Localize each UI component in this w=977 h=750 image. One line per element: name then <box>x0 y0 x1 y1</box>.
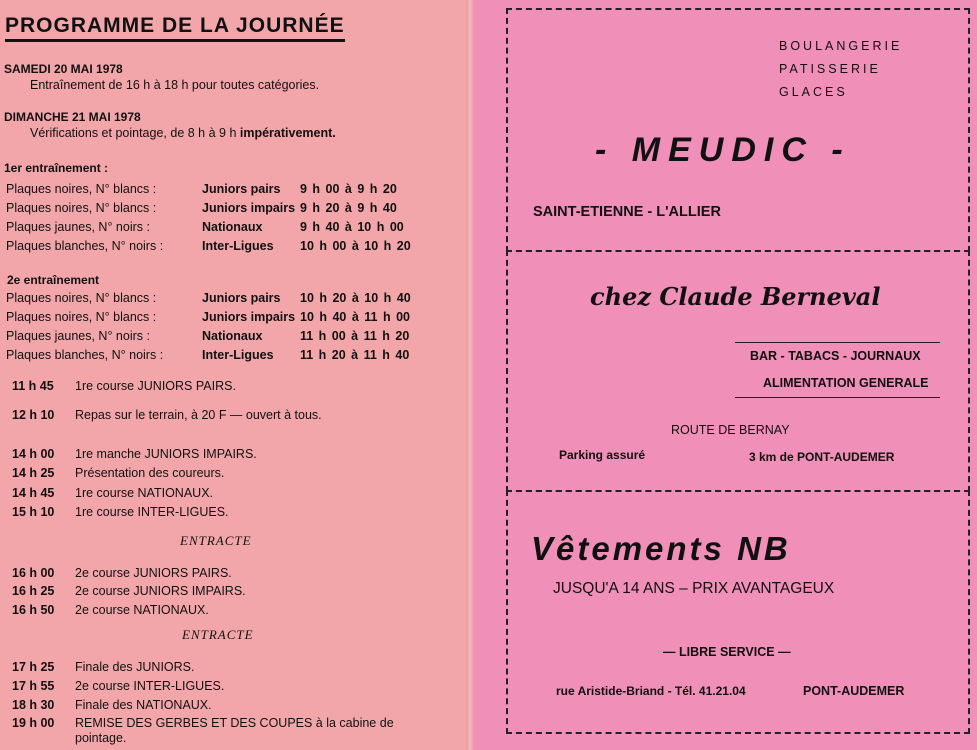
plates-cell: Plaques noires, N° blancs : <box>6 291 157 305</box>
sunday-date: DIMANCHE 21 MAI 1978 <box>4 110 141 124</box>
meudic-place: SAINT-ETIENNE - L'ALLIER <box>533 204 721 220</box>
category-cell: Inter-Ligues <box>202 239 274 253</box>
saturday-date: SAMEDI 20 MAI 1978 <box>4 62 123 76</box>
time-cell: 10 h 40 à 11 h 00 <box>300 310 410 324</box>
category-cell: Nationaux <box>202 329 263 343</box>
category-cell: Juniors impairs <box>202 310 296 324</box>
vetements-tagline: JUSQU'A 14 ANS – PRIX AVANTAGEUX <box>553 580 835 597</box>
schedule-time: 17 h 55 <box>12 679 55 693</box>
schedule-time: 16 h 50 <box>12 603 55 617</box>
saturday-text: Entraînement de 16 h à 18 h pour toutes catégories. <box>30 78 320 92</box>
schedule-continuation: pointage. <box>75 731 127 745</box>
berneval-distance: 3 km de PONT-AUDEMER <box>749 450 895 464</box>
schedule-event: 1re course INTER-LIGUES. <box>75 505 229 519</box>
schedule-time: 16 h 00 <box>12 566 55 580</box>
category-cell: Juniors pairs <box>202 291 281 305</box>
meudic-line2: PATISSERIE <box>779 62 881 76</box>
schedule-event: Finale des JUNIORS. <box>75 660 195 674</box>
berneval-divider-2 <box>735 397 940 398</box>
schedule-time: 18 h 30 <box>12 698 55 712</box>
schedule-time: 14 h 25 <box>12 466 55 480</box>
program-title: PROGRAMME DE LA JOURNÉE <box>5 14 345 42</box>
schedule-time: 16 h 25 <box>12 584 55 598</box>
schedule-event: 2e course JUNIORS PAIRS. <box>75 566 232 580</box>
time-cell: 11 h 20 à 11 h 40 <box>300 348 410 362</box>
vetements-address: rue Aristide-Briand - Tél. 41.21.04 <box>556 684 746 698</box>
berneval-line2: ALIMENTATION GENERALE <box>763 376 929 390</box>
berneval-road: ROUTE DE BERNAY <box>671 423 790 437</box>
sunday-text: Vérifications et pointage, de 8 h à 9 h impérativement. <box>30 126 336 140</box>
plates-cell: Plaques blanches, N° noirs : <box>6 239 164 253</box>
schedule-event: 1re course NATIONAUX. <box>75 486 214 500</box>
plates-cell: Plaques jaunes, N° noirs : <box>6 220 150 234</box>
category-cell: Juniors impairs <box>202 201 296 215</box>
schedule-event: 1re manche JUNIORS IMPAIRS. <box>75 447 257 461</box>
plates-cell: Plaques noires, N° blancs : <box>6 310 157 324</box>
plates-cell: Plaques jaunes, N° noirs : <box>6 329 150 343</box>
plates-cell: Plaques noires, N° blancs : <box>6 182 157 196</box>
schedule-event: 2e course JUNIORS IMPAIRS. <box>75 584 246 598</box>
schedule-event: 2e course NATIONAUX. <box>75 603 209 617</box>
berneval-parking: Parking assuré <box>559 448 646 462</box>
schedule-time: 19 h 00 <box>12 716 55 730</box>
time-cell: 9 h 20 à 9 h 40 <box>300 201 397 215</box>
schedule-time: 12 h 10 <box>12 408 55 422</box>
berneval-line1: BAR - TABACS - JOURNAUX <box>750 349 921 363</box>
schedule-event: 2e course INTER-LIGUES. <box>75 679 225 693</box>
schedule-time: 14 h 45 <box>12 486 55 500</box>
schedule-time: 14 h 00 <box>12 447 55 461</box>
time-cell: 10 h 00 à 10 h 20 <box>300 239 411 253</box>
meudic-line3: GLACES <box>779 85 848 99</box>
entracte-1: ENTRACTE <box>180 533 252 548</box>
berneval-divider <box>735 342 940 343</box>
category-cell: Nationaux <box>202 220 263 234</box>
schedule-time: 17 h 25 <box>12 660 55 674</box>
meudic-name: - MEUDIC - <box>595 131 851 169</box>
training2-heading: 2e entraînement <box>7 273 100 287</box>
schedule-event: REMISE DES GERBES ET DES COUPES à la cabine de <box>75 716 394 730</box>
time-cell: 10 h 20 à 10 h 40 <box>300 291 411 305</box>
plates-cell: Plaques blanches, N° noirs : <box>6 348 164 362</box>
training1-heading: 1er entraînement : <box>4 161 109 175</box>
time-cell: 9 h 40 à 10 h 00 <box>300 220 404 234</box>
time-cell: 9 h 00 à 9 h 20 <box>300 182 397 196</box>
vetements-city: PONT-AUDEMER <box>803 684 905 698</box>
schedule-event: 1re course JUNIORS PAIRS. <box>75 379 236 393</box>
schedule-event: Repas sur le terrain, à 20 F — ouvert à tous. <box>75 408 322 422</box>
berneval-name: chez Claude Berneval <box>590 282 881 311</box>
category-cell: Juniors pairs <box>202 182 281 196</box>
time-cell: 11 h 00 à 11 h 20 <box>300 329 410 343</box>
meudic-line1: BOULANGERIE <box>779 39 903 53</box>
entracte-2: ENTRACTE <box>182 627 254 642</box>
schedule-event: Finale des NATIONAUX. <box>75 698 212 712</box>
page-fold <box>466 0 474 750</box>
category-cell: Inter-Ligues <box>202 348 274 362</box>
vetements-name: Vêtements NB <box>531 530 791 567</box>
schedule-time: 11 h 45 <box>12 379 54 393</box>
plates-cell: Plaques noires, N° blancs : <box>6 201 157 215</box>
schedule-time: 15 h 10 <box>12 505 55 519</box>
vetements-service: — LIBRE SERVICE — <box>663 645 791 659</box>
schedule-event: Présentation des coureurs. <box>75 466 225 480</box>
